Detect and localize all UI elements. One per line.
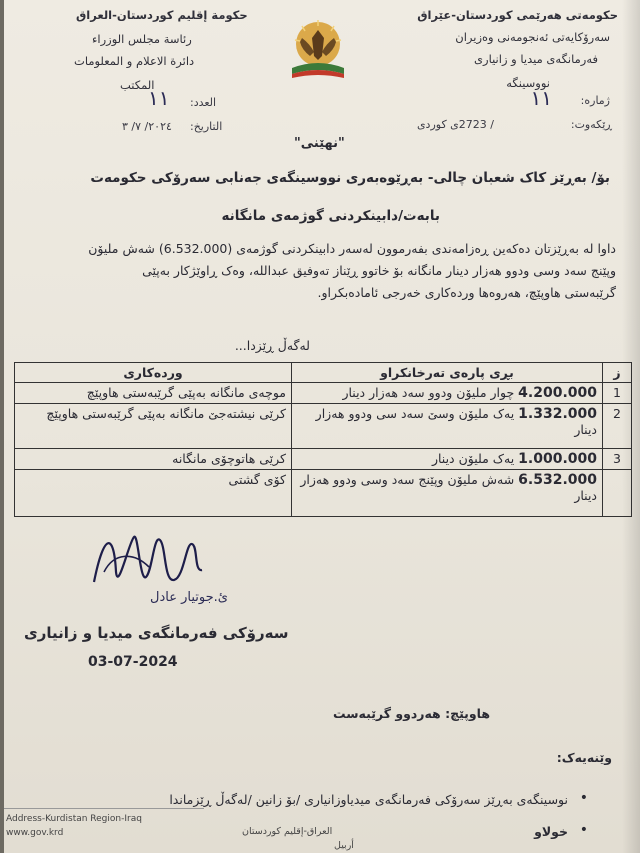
row-index: 2	[603, 404, 632, 449]
number-value-ku: ١١	[530, 86, 552, 110]
header-ku-line4: نووسینگە	[506, 76, 550, 90]
header-index: ز	[603, 363, 632, 383]
row-index: 1	[603, 383, 632, 404]
amount-number: 1.000.000	[518, 451, 597, 467]
classification-label: "نهێنی"	[294, 136, 345, 151]
closing-regards: لەگەڵ ڕێزدا...	[234, 338, 310, 353]
amount-words: یەک ملیۆن دینار	[431, 451, 515, 466]
number-label-ku: ژمارە:	[580, 94, 610, 107]
date-value-ku: / 2723ی کوردی	[416, 118, 494, 131]
footer-address-ar-2: أربيل	[334, 840, 354, 851]
amount-number: 4.200.000	[518, 385, 597, 401]
header-ku-line3: فەرمانگەی میدیا و زانیاری	[474, 52, 598, 66]
footer-address-ar-1: العراق-إقليم كوردستان	[242, 826, 333, 837]
table-header-row	[15, 363, 632, 383]
recipient-line: بۆ/ بەڕێز کاک شعبان چالی- بەڕێوەبەری نووسینگەی جەنابی سەرۆکی حکومەت	[90, 170, 610, 186]
table-row	[15, 404, 632, 449]
date-value-ar: ٢٠٢٤/ ٧/ ٣	[122, 120, 172, 133]
body-line-2: وپێنج سەد وسی ودوو هەزار دینار مانگانە بۆ خاتوو ڕێناز تەوفیق عبداللە، وەک ڕاوێژکار بەپێی	[142, 263, 616, 278]
row-amount	[292, 404, 603, 449]
row-details: کۆی گشتی	[15, 470, 292, 517]
row-amount	[292, 449, 603, 470]
body-paragraph	[16, 238, 616, 304]
header-ar-line3: دائرة الاعلام و المعلومات	[74, 54, 195, 68]
copies-label: وێنەیەک:	[556, 750, 612, 765]
header-amount: بڕی پارەی تەرخانکراو	[292, 363, 603, 383]
bullet-icon: •	[579, 790, 588, 806]
body-line-1: داوا لە بەڕێزتان دەکەین ڕەزامەندی بفەرموون لەسەر دابینکردنی گوژمەی (6.532.000) شەش ملیۆن	[88, 241, 616, 256]
header-ar-line2: رئاسة مجلس الوزراء	[92, 32, 192, 46]
row-details: کرێی هاتوچۆی مانگانە	[15, 449, 292, 470]
header-ar-line1: حكومة إقليم كوردستان-العراق	[76, 8, 248, 22]
row-index: 3	[603, 449, 632, 470]
number-label-ar: العدد:	[190, 96, 217, 109]
copy-item-2: خولاو	[534, 824, 568, 839]
row-amount	[292, 383, 603, 404]
copy-item-1: نوسینگەی بەڕێز سەرۆکی فەرمانگەی میدیاوزانیاری /بۆ زانین /لەگەڵ ڕێزماندا	[169, 792, 568, 807]
amount-words: شەش ملیۆن وپێنج سەد وسی ودوو هەزار دینار	[300, 472, 597, 503]
footer-rule	[4, 808, 204, 809]
number-value-ar: ١١	[148, 86, 170, 110]
header-details: وردەکاری	[15, 363, 292, 383]
kurdistan-emblem-icon	[284, 14, 352, 84]
amount-number: 1.332.000	[518, 406, 597, 422]
allocation-table	[14, 362, 632, 517]
row-details: موچەی مانگانە بەپێی گرێبەستی هاوپێچ	[15, 383, 292, 404]
page-edge-shadow	[622, 0, 640, 853]
date-label-ar: التاريخ:	[190, 120, 223, 133]
amount-words: چوار ملیۆن ودوو سەد هەزار دینار	[342, 385, 515, 400]
row-details: کرێی نیشتەجێ مانگانە بەپێی گرێبەستی هاوپێچ	[15, 404, 292, 449]
header-ku-line2: سەرۆکایەتی ئەنجومەنی وەزیران	[455, 30, 610, 44]
body-line-3: گرێبەستی هاوپێچ، هەروەها وردەکاری خەرجی ئامادەبکراو.	[317, 285, 616, 300]
date-label-ku: ڕێکەوت:	[570, 118, 612, 131]
row-amount	[292, 470, 603, 517]
signature-date: 03-07-2024	[88, 654, 178, 670]
table-row-total	[15, 470, 632, 517]
footer-website: www.gov.krd	[6, 828, 64, 838]
signer-name: ئ.جوتیار عادل	[150, 590, 228, 605]
subject-line: بابەت/دابینکردنی گوژمەی مانگانە	[221, 208, 440, 224]
bullet-icon: •	[579, 822, 588, 838]
header-ar-line4: المكتب	[120, 78, 155, 92]
table-row	[15, 449, 632, 470]
footer-address-en: Address-Kurdistan Region-Iraq	[6, 814, 142, 824]
enclosure-line: هاوپێچ: هەردوو گرێبەست	[333, 706, 490, 721]
amount-number: 6.532.000	[518, 472, 597, 488]
signer-title: سەرۆکی فەرمانگەی میدیا و زانیاری	[24, 624, 289, 642]
header-ku-line1: حکومەتی هەرێمی کوردستان-عێراق	[417, 8, 618, 22]
amount-words: یەک ملیۆن وسێ سەد سی ودوو هەزار دینار	[315, 406, 597, 437]
document-page	[4, 0, 640, 853]
table-row	[15, 383, 632, 404]
